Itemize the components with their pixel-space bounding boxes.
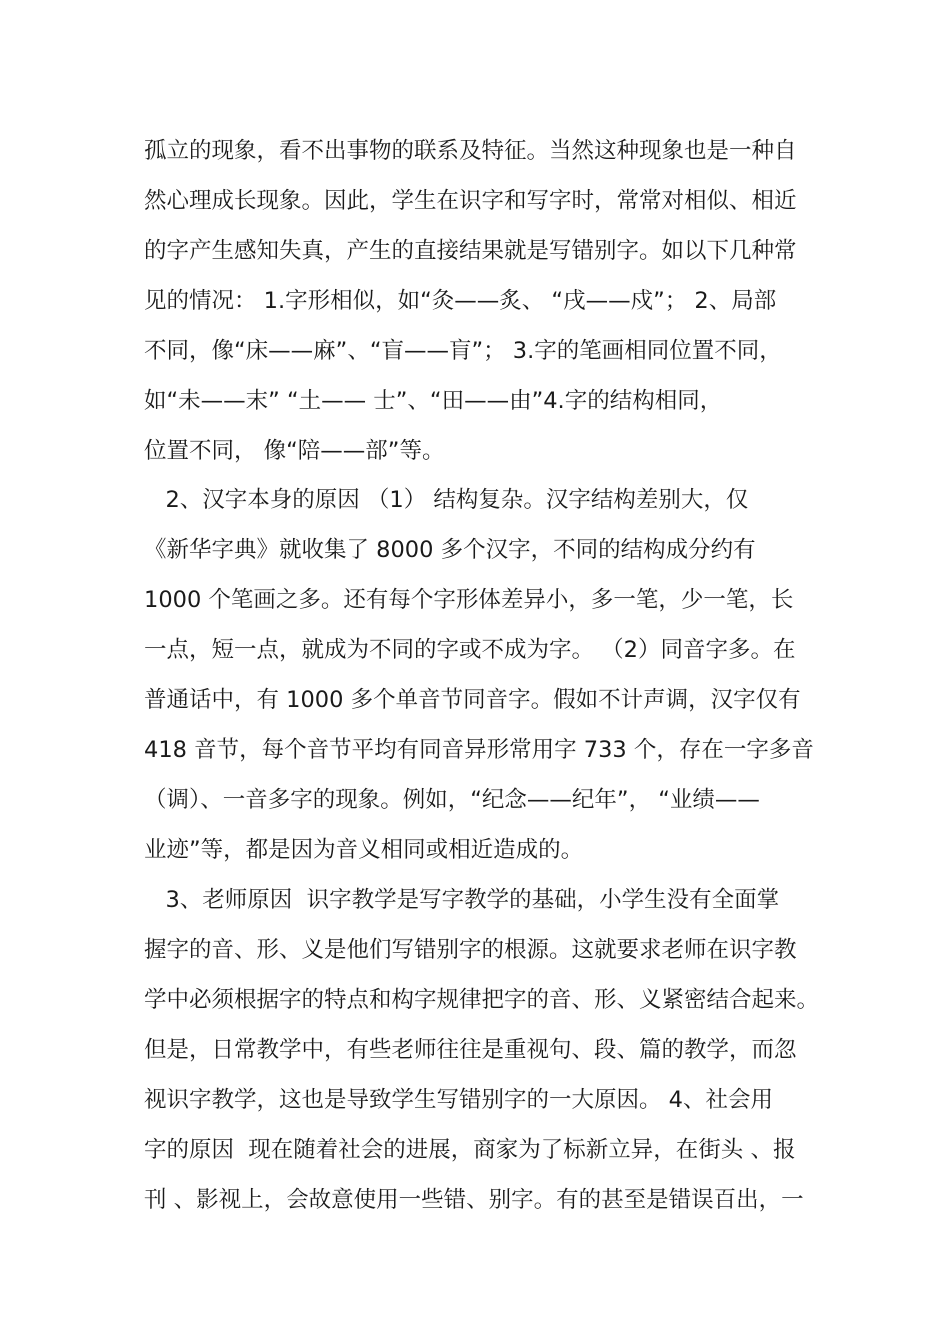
text-line: 普通话中，有 1000 多个单音节同音字。假如不计声调，汉字仅有 (144, 687, 801, 713)
text-line: 视识字教学，这也是导致学生写错别字的一大原因。 4、社会用 (144, 1087, 773, 1113)
text-line: 孤立的现象，看不出事物的联系及特征。当然这种现象也是一种自 (144, 138, 797, 164)
text-line: 字的原因 现在随着社会的进展，商家为了标新立异，在街头 、报 (144, 1137, 796, 1163)
text-line: 位置不同， 像“陪——部”等。 (144, 438, 445, 464)
text-line: 不同，像“床——麻”、“盲——肓”； 3.字的笔画相同位置不同， (144, 338, 782, 364)
text-line: 一点，短一点，就成为不同的字或不成为字。 （2）同音字多。在 (144, 637, 796, 663)
text-line: 握字的音、形、义是他们写错别字的根源。这就要求老师在识字教 (144, 937, 797, 963)
text-line: 见的情况： 1.字形相似，如“灸——炙、 “戌——戍”； 2、局部 (144, 288, 777, 314)
text-line: 的字产生感知失真，产生的直接结果就是写错别字。如以下几种常 (144, 238, 797, 264)
text-line: 2、汉字本身的原因 （1） 结构复杂。汉字结构差别大，仅 (144, 487, 749, 513)
text-line: 1000 个笔画之多。还有每个字形体差异小，多一笔，少一笔，长 (144, 587, 794, 613)
text-line: 刊 、影视上，会故意使用一些错、别字。有的甚至是错误百出，一 (144, 1187, 804, 1213)
text-line: 《新华字典》就收集了 8000 多个汉字，不同的结构成分约有 (144, 537, 756, 563)
text-line: （调）、一音多字的现象。例如，“纪念——纪年”， “业绩—— (144, 787, 760, 813)
text-line: 业迹”等，都是因为音义相同或相近造成的。 (144, 837, 584, 863)
text-line: 然心理成长现象。因此，学生在识字和写字时，常常对相似、相近 (144, 188, 797, 214)
text-line: 418 音节，每个音节平均有同音异形常用字 733 个，存在一字多音 (144, 737, 814, 763)
text-line: 3、老师原因 识字教学是写字教学的基础，小学生没有全面掌 (144, 887, 780, 913)
text-line: 学中必须根据字的特点和构字规律把字的音、形、义紧密结合起来。 (144, 987, 820, 1013)
text-line: 但是，日常教学中，有些老师往往是重视句、段、篇的教学，而忽 (144, 1037, 797, 1063)
text-line: 如“未——末” “土—— 士”、“田——由”4.字的结构相同， (144, 388, 723, 414)
